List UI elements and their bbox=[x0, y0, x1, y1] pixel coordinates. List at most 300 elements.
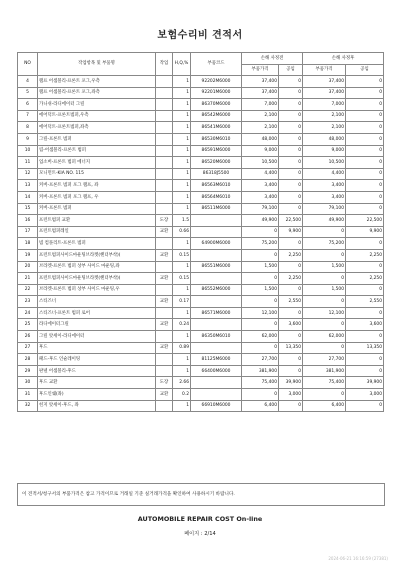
row-before-labor: 13,350 bbox=[279, 342, 303, 354]
row-work bbox=[156, 145, 173, 157]
row-before-parts: 0 bbox=[242, 319, 279, 331]
col-header-work: 작업 bbox=[156, 53, 173, 76]
row-before-labor: 9,900 bbox=[279, 226, 303, 238]
row-before-labor: 0 bbox=[279, 354, 303, 366]
row-after-labor: 0 bbox=[346, 191, 384, 203]
row-no: 15 bbox=[18, 203, 38, 215]
row-after-labor: 0 bbox=[346, 133, 384, 145]
row-before-labor: 0 bbox=[279, 145, 303, 157]
row-item: 빔 컴플리트-프론트 범퍼 bbox=[38, 238, 156, 250]
table-row bbox=[18, 296, 384, 308]
row-hq: 0.2 bbox=[173, 389, 191, 401]
row-no: 24 bbox=[18, 307, 38, 319]
row-after-parts: 3,400 bbox=[303, 180, 346, 192]
row-work bbox=[156, 354, 173, 366]
col-header-before-parts: 부품가격 bbox=[242, 64, 279, 76]
table-row bbox=[18, 284, 384, 296]
row-work bbox=[156, 76, 173, 88]
row-after-labor: 13,350 bbox=[346, 342, 384, 354]
row-hq: 1 bbox=[173, 133, 191, 145]
row-no: 29 bbox=[18, 365, 38, 377]
row-code: 86564M6010 bbox=[191, 191, 242, 203]
row-after-labor: 0 bbox=[346, 284, 384, 296]
row-hq: 1 bbox=[173, 110, 191, 122]
table-row bbox=[18, 319, 384, 331]
table-row bbox=[18, 238, 384, 250]
row-after-parts: 48,000 bbox=[303, 133, 346, 145]
row-after-parts: 27,700 bbox=[303, 354, 346, 366]
row-item: 프런트범퍼레일 bbox=[38, 226, 156, 238]
row-before-parts: 3,400 bbox=[242, 191, 279, 203]
row-item: 라디에이터그릴 bbox=[38, 319, 156, 331]
row-code bbox=[191, 273, 242, 285]
row-item: 커버-프론트 범퍼 포그 램프, 좌 bbox=[38, 180, 156, 192]
row-item: 에어덕트-프론트범퍼,우측 bbox=[38, 110, 156, 122]
row-before-labor: 0 bbox=[279, 365, 303, 377]
row-before-parts: 0 bbox=[242, 342, 279, 354]
row-before-labor: 2,250 bbox=[279, 273, 303, 285]
row-hq: 1 bbox=[173, 145, 191, 157]
row-after-labor: 2,550 bbox=[346, 296, 384, 308]
table-row bbox=[18, 180, 384, 192]
row-before-labor: 3,000 bbox=[279, 389, 303, 401]
table-row bbox=[18, 365, 384, 377]
row-after-parts: 75,400 bbox=[303, 377, 346, 389]
row-item: 그릴 앗세이-라디에이터 bbox=[38, 331, 156, 343]
table-row bbox=[18, 307, 384, 319]
row-before-labor: 0 bbox=[279, 168, 303, 180]
table-row bbox=[18, 76, 384, 88]
row-after-labor: 0 bbox=[346, 331, 384, 343]
row-item: 커버-프론트 범퍼 포그 램프, 우 bbox=[38, 191, 156, 203]
row-no: 4 bbox=[18, 76, 38, 88]
row-after-labor: 39,900 bbox=[346, 377, 384, 389]
col-header-before-labor: 공임 bbox=[279, 64, 303, 76]
table-row bbox=[18, 99, 384, 111]
row-after-labor: 3,000 bbox=[346, 389, 384, 401]
row-after-labor: 0 bbox=[346, 145, 384, 157]
row-before-parts: 4,400 bbox=[242, 168, 279, 180]
row-code bbox=[191, 226, 242, 238]
row-after-parts: 0 bbox=[303, 273, 346, 285]
row-hq: 1 bbox=[173, 157, 191, 169]
row-after-parts: 12,100 bbox=[303, 307, 346, 319]
row-before-parts: 0 bbox=[242, 389, 279, 401]
row-no: 22 bbox=[18, 284, 38, 296]
row-no: 27 bbox=[18, 342, 38, 354]
row-code: 64900M6000 bbox=[191, 238, 242, 250]
row-before-parts: 37,400 bbox=[242, 76, 279, 88]
row-hq: 0.24 bbox=[173, 319, 191, 331]
row-before-parts: 3,400 bbox=[242, 180, 279, 192]
row-work bbox=[156, 238, 173, 250]
row-after-labor: 0 bbox=[346, 400, 384, 412]
row-item: 가니쉬-라디에이터 그릴 bbox=[38, 99, 156, 111]
row-item: 패드-후드 인슐레이팅 bbox=[38, 354, 156, 366]
row-after-labor: 0 bbox=[346, 157, 384, 169]
row-before-parts: 1,500 bbox=[242, 261, 279, 273]
row-no: 19 bbox=[18, 249, 38, 261]
row-code bbox=[191, 296, 242, 308]
row-before-parts: 79,100 bbox=[242, 203, 279, 215]
footer-title: AUTOMOBILE REPAIR COST On-line bbox=[137, 515, 263, 523]
row-before-labor: 0 bbox=[279, 110, 303, 122]
row-before-parts: 381,900 bbox=[242, 365, 279, 377]
row-no: 9 bbox=[18, 133, 38, 145]
row-no: 10 bbox=[18, 145, 38, 157]
row-no: 8 bbox=[18, 122, 38, 134]
row-work bbox=[156, 110, 173, 122]
row-no: 31 bbox=[18, 389, 38, 401]
row-no: 5 bbox=[18, 87, 38, 99]
row-no: 32 bbox=[18, 400, 38, 412]
row-item: 립-어셈블리-프론트 범퍼 bbox=[38, 145, 156, 157]
col-header-after-parts: 부품가격 bbox=[303, 64, 346, 76]
row-no: 26 bbox=[18, 331, 38, 343]
row-code: 86552M6000 bbox=[191, 284, 242, 296]
row-before-parts: 12,100 bbox=[242, 307, 279, 319]
row-hq: 0.15 bbox=[173, 249, 191, 261]
row-after-parts: 7,000 bbox=[303, 99, 346, 111]
col-header-code: 부품코드 bbox=[191, 53, 242, 76]
row-after-labor: 2,250 bbox=[346, 273, 384, 285]
row-before-parts: 0 bbox=[242, 296, 279, 308]
row-before-labor: 0 bbox=[279, 157, 303, 169]
print-timestamp: 2024-06-21 16:16:59 (27381) bbox=[328, 556, 388, 561]
table-row bbox=[18, 226, 384, 238]
row-item: 프런트범퍼 교환 bbox=[38, 215, 156, 227]
row-after-parts: 381,900 bbox=[303, 365, 346, 377]
row-before-labor: 0 bbox=[279, 261, 303, 273]
row-after-parts: 6,400 bbox=[303, 400, 346, 412]
row-no: 28 bbox=[18, 354, 38, 366]
row-code: 86571M6000 bbox=[191, 307, 242, 319]
table-row bbox=[18, 145, 384, 157]
row-work: 도장 bbox=[156, 215, 173, 227]
row-code: 66400M6000 bbox=[191, 365, 242, 377]
col-header-hq: H,Q,% bbox=[173, 53, 191, 76]
row-before-parts: 49,900 bbox=[242, 215, 279, 227]
row-after-parts: 0 bbox=[303, 342, 346, 354]
row-item: 커버-프론트 범퍼 bbox=[38, 203, 156, 215]
row-item: 판넬 어셈블리-후드 bbox=[38, 365, 156, 377]
row-before-labor: 0 bbox=[279, 238, 303, 250]
row-no: 30 bbox=[18, 377, 38, 389]
page-number: 페이지 : 2/14 bbox=[184, 531, 216, 537]
row-before-labor: 0 bbox=[279, 284, 303, 296]
row-after-parts: 0 bbox=[303, 296, 346, 308]
row-work: 교환 bbox=[156, 389, 173, 401]
row-code bbox=[191, 377, 242, 389]
row-before-parts: 1,500 bbox=[242, 284, 279, 296]
row-work: 도장 bbox=[156, 377, 173, 389]
estimate-table bbox=[17, 52, 384, 412]
table-row bbox=[18, 122, 384, 134]
row-hq: 1.5 bbox=[173, 215, 191, 227]
row-no: 25 bbox=[18, 319, 38, 331]
row-after-parts: 37,400 bbox=[303, 87, 346, 99]
row-before-parts: 48,000 bbox=[242, 133, 279, 145]
row-before-labor: 0 bbox=[279, 180, 303, 192]
row-code bbox=[191, 215, 242, 227]
row-work bbox=[156, 191, 173, 203]
row-code: 92202M6000 bbox=[191, 76, 242, 88]
row-item: 후드 교환 bbox=[38, 377, 156, 389]
row-no: 16 bbox=[18, 215, 38, 227]
row-after-parts: 0 bbox=[303, 389, 346, 401]
table-row bbox=[18, 215, 384, 227]
col-header-item: 작업항목 및 부품명 bbox=[38, 53, 156, 76]
row-item: 프런트범퍼사이드마운팅브라켓(핸더부착)( bbox=[38, 249, 156, 261]
row-after-parts: 1,500 bbox=[303, 284, 346, 296]
table-row bbox=[18, 331, 384, 343]
col-header-after-labor: 공임 bbox=[346, 64, 384, 76]
row-work bbox=[156, 133, 173, 145]
row-hq: 1 bbox=[173, 354, 191, 366]
row-after-parts: 0 bbox=[303, 319, 346, 331]
table-row bbox=[18, 354, 384, 366]
row-before-parts: 2,100 bbox=[242, 110, 279, 122]
row-after-parts: 0 bbox=[303, 226, 346, 238]
table-row bbox=[18, 157, 384, 169]
col-header-after: 손해 사정후 bbox=[303, 53, 384, 65]
row-before-parts: 62,000 bbox=[242, 331, 279, 343]
row-code: 86520M6000 bbox=[191, 157, 242, 169]
row-work bbox=[156, 284, 173, 296]
row-work: 교환 bbox=[156, 249, 173, 261]
row-before-parts: 9,000 bbox=[242, 145, 279, 157]
row-hq: 0.89 bbox=[173, 342, 191, 354]
col-header-before: 손해 사정전 bbox=[242, 53, 303, 65]
row-no: 7 bbox=[18, 110, 38, 122]
row-before-labor: 22,500 bbox=[279, 215, 303, 227]
row-before-labor: 0 bbox=[279, 76, 303, 88]
row-after-parts: 62,000 bbox=[303, 331, 346, 343]
row-before-parts: 0 bbox=[242, 226, 279, 238]
row-code: 66910M6000 bbox=[191, 400, 242, 412]
row-before-parts: 10,500 bbox=[242, 157, 279, 169]
row-code: 86530M6010 bbox=[191, 133, 242, 145]
row-work bbox=[156, 331, 173, 343]
row-item: 스티즈너 bbox=[38, 296, 156, 308]
row-before-labor: 0 bbox=[279, 203, 303, 215]
table-row bbox=[18, 377, 384, 389]
row-after-labor: 0 bbox=[346, 168, 384, 180]
row-code: 86350M6010 bbox=[191, 331, 242, 343]
row-hq: 1 bbox=[173, 365, 191, 377]
row-before-labor: 0 bbox=[279, 133, 303, 145]
row-before-parts: 6,400 bbox=[242, 400, 279, 412]
row-after-parts: 0 bbox=[303, 249, 346, 261]
row-after-labor: 0 bbox=[346, 110, 384, 122]
row-work bbox=[156, 307, 173, 319]
row-code: 92201M6000 bbox=[191, 87, 242, 99]
row-before-labor: 0 bbox=[279, 400, 303, 412]
col-header-no: NO bbox=[18, 53, 38, 76]
row-no: 13 bbox=[18, 180, 38, 192]
row-hq: 1 bbox=[173, 99, 191, 111]
row-after-labor: 0 bbox=[346, 203, 384, 215]
row-before-labor: 3,600 bbox=[279, 319, 303, 331]
row-after-parts: 1,500 bbox=[303, 261, 346, 273]
row-code: 86591M6000 bbox=[191, 145, 242, 157]
row-before-parts: 7,000 bbox=[242, 99, 279, 111]
row-after-parts: 10,500 bbox=[303, 157, 346, 169]
row-item: 램프 어셈블리-프론트 포그,우측 bbox=[38, 76, 156, 88]
row-hq: 2.66 bbox=[173, 377, 191, 389]
row-item: 모니먼트-KIA NO. 115 bbox=[38, 168, 156, 180]
row-hq: 1 bbox=[173, 284, 191, 296]
row-item: 램프 어셈블리-프론트 포그,좌측 bbox=[38, 87, 156, 99]
row-after-labor: 0 bbox=[346, 238, 384, 250]
row-no: 14 bbox=[18, 191, 38, 203]
row-work bbox=[156, 261, 173, 273]
row-after-labor: 0 bbox=[346, 87, 384, 99]
row-work bbox=[156, 203, 173, 215]
row-code: 81125M6000 bbox=[191, 354, 242, 366]
row-before-parts: 27,700 bbox=[242, 354, 279, 366]
row-item: 그릴-프론트 범퍼 bbox=[38, 133, 156, 145]
row-after-labor: 0 bbox=[346, 354, 384, 366]
row-hq: 1 bbox=[173, 76, 191, 88]
row-before-labor: 2,250 bbox=[279, 249, 303, 261]
row-after-parts: 2,100 bbox=[303, 122, 346, 134]
row-item: 브라켓-프론트 범퍼 상부 사이드 마운팅,좌 bbox=[38, 261, 156, 273]
row-hq: 1 bbox=[173, 203, 191, 215]
table-row bbox=[18, 342, 384, 354]
row-after-labor: 0 bbox=[346, 122, 384, 134]
row-after-parts: 37,400 bbox=[303, 76, 346, 88]
table-row bbox=[18, 133, 384, 145]
row-work bbox=[156, 400, 173, 412]
row-after-parts: 75,200 bbox=[303, 238, 346, 250]
row-before-labor: 0 bbox=[279, 331, 303, 343]
row-before-parts: 2,100 bbox=[242, 122, 279, 134]
row-before-labor: 0 bbox=[279, 122, 303, 134]
row-after-labor: 0 bbox=[346, 76, 384, 88]
row-after-labor: 0 bbox=[346, 180, 384, 192]
row-no: 23 bbox=[18, 296, 38, 308]
row-work: 교환 bbox=[156, 296, 173, 308]
row-hq: 0.15 bbox=[173, 273, 191, 285]
table-row bbox=[18, 261, 384, 273]
row-hq: 1 bbox=[173, 331, 191, 343]
row-work bbox=[156, 180, 173, 192]
row-work bbox=[156, 168, 173, 180]
row-before-labor: 0 bbox=[279, 307, 303, 319]
row-before-labor: 0 bbox=[279, 191, 303, 203]
table-row bbox=[18, 168, 384, 180]
table-row bbox=[18, 203, 384, 215]
table-row bbox=[18, 249, 384, 261]
row-after-parts: 4,400 bbox=[303, 168, 346, 180]
row-hq: 1 bbox=[173, 122, 191, 134]
row-before-labor: 2,550 bbox=[279, 296, 303, 308]
row-hq: 1 bbox=[173, 168, 191, 180]
row-hq: 1 bbox=[173, 261, 191, 273]
row-before-labor: 39,900 bbox=[279, 377, 303, 389]
row-after-labor: 0 bbox=[346, 307, 384, 319]
row-code: 86563M6010 bbox=[191, 180, 242, 192]
estimate-rows bbox=[18, 76, 384, 412]
row-code: 86511M6000 bbox=[191, 203, 242, 215]
row-before-parts: 37,400 bbox=[242, 87, 279, 99]
row-code: 86551M6000 bbox=[191, 261, 242, 273]
row-no: 6 bbox=[18, 99, 38, 111]
row-before-parts: 75,200 bbox=[242, 238, 279, 250]
row-item: 업소버-프론트 범퍼 에너지 bbox=[38, 157, 156, 169]
row-hq: 1 bbox=[173, 191, 191, 203]
table-row bbox=[18, 389, 384, 401]
row-code bbox=[191, 389, 242, 401]
price-notice: 이 견적서/청구서의 부품가격은 참고 가격이므로 거래일 기준 실거래가격을 확인하여 사용하시기 바랍니다. bbox=[17, 483, 385, 506]
row-code: 86541M6000 bbox=[191, 122, 242, 134]
row-no: 17 bbox=[18, 226, 38, 238]
row-hq: 1 bbox=[173, 307, 191, 319]
row-work bbox=[156, 99, 173, 111]
row-code bbox=[191, 249, 242, 261]
row-after-labor: 22,500 bbox=[346, 215, 384, 227]
row-before-parts: 75,400 bbox=[242, 377, 279, 389]
row-work: 교환 bbox=[156, 342, 173, 354]
row-after-parts: 9,000 bbox=[303, 145, 346, 157]
row-hq: 1 bbox=[173, 87, 191, 99]
table-row bbox=[18, 400, 384, 412]
row-before-labor: 0 bbox=[279, 99, 303, 111]
row-before-labor: 0 bbox=[279, 87, 303, 99]
row-after-labor: 3,600 bbox=[346, 319, 384, 331]
row-work: 교환 bbox=[156, 226, 173, 238]
row-code bbox=[191, 319, 242, 331]
table-row bbox=[18, 110, 384, 122]
row-hq: 1 bbox=[173, 400, 191, 412]
row-item: 후드인쉐(좌) bbox=[38, 389, 156, 401]
row-before-parts: 0 bbox=[242, 273, 279, 285]
row-after-labor: 0 bbox=[346, 99, 384, 111]
row-item: 후드 bbox=[38, 342, 156, 354]
row-hq: 1 bbox=[173, 180, 191, 192]
row-item: 에어덕트-프론트범퍼,좌측 bbox=[38, 122, 156, 134]
row-after-labor: 0 bbox=[346, 365, 384, 377]
page-title: 보험수리비 견적서 bbox=[157, 30, 243, 41]
row-work: 교환 bbox=[156, 273, 173, 285]
table-row bbox=[18, 273, 384, 285]
row-no: 11 bbox=[18, 157, 38, 169]
row-work bbox=[156, 157, 173, 169]
row-after-labor: 0 bbox=[346, 261, 384, 273]
row-hq: 0.17 bbox=[173, 296, 191, 308]
row-no: 18 bbox=[18, 238, 38, 250]
row-after-parts: 2,100 bbox=[303, 110, 346, 122]
row-item: 힌지 앗세이-후드, 좌 bbox=[38, 400, 156, 412]
row-work bbox=[156, 87, 173, 99]
row-no: 20 bbox=[18, 261, 38, 273]
row-hq: 1 bbox=[173, 238, 191, 250]
row-item: 브라켓-프론트 범퍼 상부 사이드 마운팅,우 bbox=[38, 284, 156, 296]
row-work bbox=[156, 365, 173, 377]
row-code: 86542M6000 bbox=[191, 110, 242, 122]
row-after-parts: 3,400 bbox=[303, 191, 346, 203]
row-code: 86370M6000 bbox=[191, 99, 242, 111]
row-code: 86318J5500 bbox=[191, 168, 242, 180]
row-after-parts: 79,100 bbox=[303, 203, 346, 215]
table-row bbox=[18, 87, 384, 99]
row-no: 12 bbox=[18, 168, 38, 180]
row-code bbox=[191, 342, 242, 354]
row-work: 교환 bbox=[156, 319, 173, 331]
row-after-labor: 9,900 bbox=[346, 226, 384, 238]
row-hq: 0.66 bbox=[173, 226, 191, 238]
